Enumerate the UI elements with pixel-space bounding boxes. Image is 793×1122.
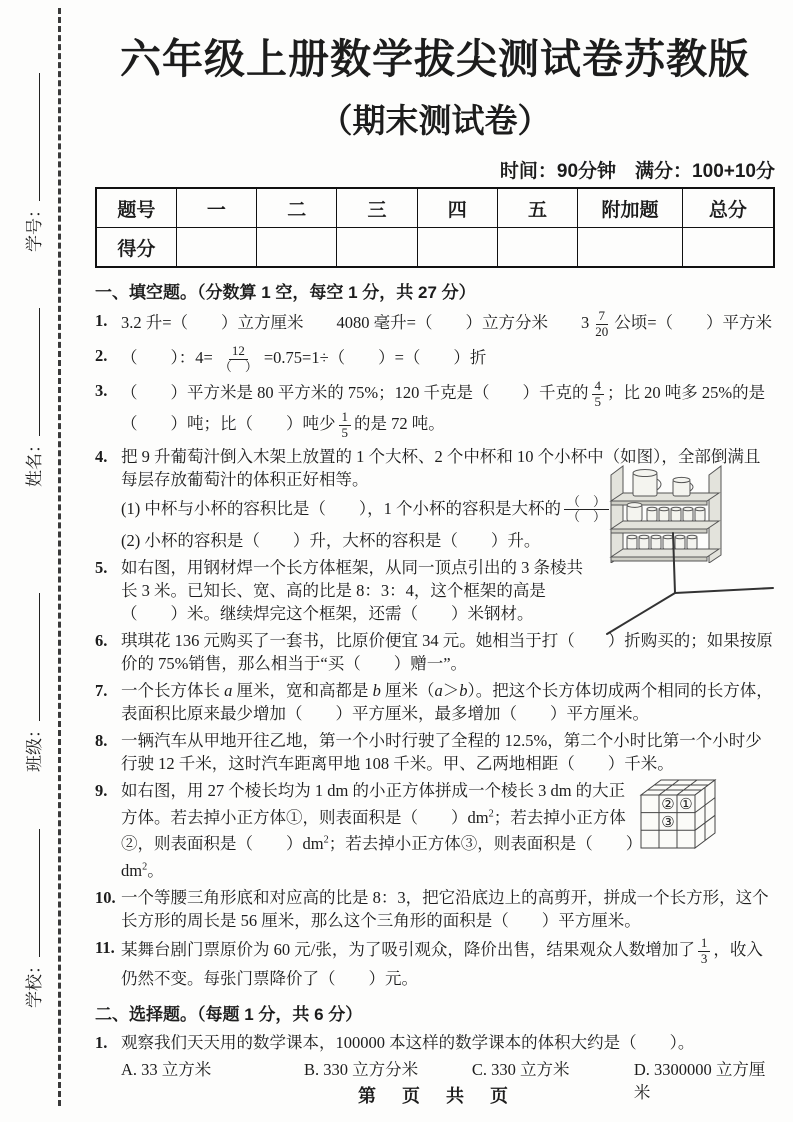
question-number: 4. — [95, 446, 108, 466]
question-number: 10. — [95, 887, 116, 907]
fill-question-5 — [95, 556, 775, 625]
cube-label-1: ① — [679, 797, 693, 814]
score-cell — [578, 228, 683, 268]
col-five: 五 — [497, 188, 577, 228]
score-row-label: 得分 — [96, 228, 176, 268]
question-text: 观察我们天天用的数学课本，100000 本这样的数学课本的体积大约是（ ）。 — [121, 1032, 695, 1052]
student-name-blank — [25, 308, 40, 436]
school-field — [20, 829, 45, 1008]
class-field — [20, 593, 45, 772]
question-text: 琪琪花 136 元购买了一套书，比原价便宜 34 元。她相当于打（ ）折购买的；如果按原价的 75%销售，那么相当于“买（ ）赠一”。 — [121, 631, 773, 674]
question-number: 1. — [95, 311, 108, 330]
fill-question-2 — [95, 344, 775, 375]
paper-title: 六年级上册数学拔尖测试卷苏教版 — [120, 36, 750, 82]
question-text: （ ）平方米是 80 平方米的 75%；120 千克是（ ）千克的 $\frac{4}{5}$ ；比 20 吨多 25%的是（ ）吨；比（ ）吨少 $\frac{1}{5}$ 的是 72 吨。 — [121, 377, 766, 440]
score-cell — [257, 228, 337, 268]
binding-dashed-line — [58, 8, 61, 1106]
col-one: 一 — [176, 188, 256, 228]
col-three: 三 — [337, 188, 417, 228]
question-number: 5. — [95, 558, 108, 578]
score-table — [95, 187, 775, 268]
question-text: 如右图，用钢材焊一个长方体框架，从同一顶点引出的 3 条棱共长 3 米。已知长、宽、高的比是 8：3：4，这个框架的高是（ ）米。继续焊完这个框架，还需（ ）米钢材。 — [121, 558, 583, 624]
question-number: 7. — [95, 681, 108, 701]
score-cell — [497, 228, 577, 268]
question-number: 1. — [95, 1032, 108, 1052]
choice-question-1 — [95, 1031, 775, 1054]
score-table-score-row — [96, 228, 774, 268]
option-a: A. 33 立方米 — [121, 1059, 212, 1079]
cuboid-frame-figure — [599, 530, 779, 638]
col-bonus: 附加题 — [578, 188, 683, 228]
student-id-field — [20, 73, 45, 252]
question-number: 9. — [95, 781, 108, 801]
score-cell — [176, 228, 256, 268]
question-number: 2. — [95, 345, 108, 365]
question-text: （ ）：4= $\frac{12}{( )}$ =0.75=1÷（ ）=（ ）折 — [121, 342, 487, 374]
col-total: 总分 — [682, 188, 774, 228]
cube-figure — [639, 777, 719, 851]
paper-subtitle: （期末测试卷） — [319, 102, 551, 139]
class-blank — [25, 593, 40, 721]
time-score-info: 时间：90分钟 满分：100+10分 — [499, 161, 775, 182]
cube-label-3: ③ — [661, 815, 675, 832]
fill-question-6 — [95, 629, 775, 675]
question-text: 3.2 升=（ ）立方厘米 4080 毫升=（ ）立方分米 3 $\frac{7}{20}$ 公顷=（ ）平方米 — [121, 308, 773, 339]
section-choice-title: 二、选择题。（每题 1 分，共 6 分） — [95, 1004, 363, 1024]
question-4-sub-1: (1) 中杯与小杯的容积比是（ ），1 个小杯的容积是大杯的 $\frac{( )}{( )}$ — [121, 495, 775, 526]
student-name-field — [20, 308, 45, 487]
score-table-header-row — [96, 188, 774, 228]
question-text: 如右图，用 27 个棱长均为 1 dm 的小正方体拼成一个棱长 3 dm 的大正方体。若去掉小正方体①，则表面积是（ ）$dm^2$；若去掉小正方体②，则表面积是（ ）$dm^2$；若去掉小正方体③，则表面积是（ ）$dm^2$。 — [121, 781, 634, 880]
question-text: 某舞台剧门票原价为 60 元/张，为了吸引观众，降价出售，结果观众人数增加了 $\frac{1}{3}$ ，收入仍然不变。每张门票降价了（ ）元。 — [121, 934, 763, 988]
col-two: 二 — [257, 188, 337, 228]
score-cell — [417, 228, 497, 268]
cube-label-2: ② — [661, 797, 675, 814]
page-number-footer: 第 页 共 页 — [358, 1086, 512, 1106]
col-four: 四 — [417, 188, 497, 228]
section-fill-title: 一、填空题。（分数算 1 空，每空 1 分，共 27 分） — [95, 283, 476, 302]
col-question-number: 题号 — [96, 188, 176, 228]
fill-question-3 — [95, 379, 775, 441]
question-number: 11. — [95, 937, 115, 957]
score-cell — [682, 228, 774, 268]
score-cell — [337, 228, 417, 268]
student-name-label: 姓名： — [25, 436, 44, 487]
question-number: 6. — [95, 631, 108, 651]
option-c: C. 330 立方米 — [471, 1059, 570, 1079]
option-d: D. 3300000 立方厘米 — [633, 1059, 766, 1102]
student-id-label: 学号： — [25, 201, 44, 252]
question-text: 把 9 升葡萄汁倒入木架上放置的 1 个大杯、2 个中杯和 10 个小杯中（如图），全部倒满且每层存放葡萄汁的体积正好相等。 — [121, 446, 761, 489]
fill-question-11 — [95, 936, 775, 990]
question-text: 一辆汽车从甲地开往乙地，第一个小时行驶了全程的 12.5%，第二个小时比第一个小时少行驶 12 千米，这时汽车距离甲地 108 千米。甲、乙两地相距（ ）千米。 — [121, 731, 762, 774]
question-number: 8. — [95, 731, 108, 751]
fill-question-9 — [95, 779, 775, 882]
school-label: 学校： — [25, 957, 44, 1008]
question-4-sub-2: (2) 小杯的容积是（ ）升，大杯的容积是（ ）升。 — [121, 531, 541, 551]
question-text: 一个等腰三角形底和对应高的比是 8：3，把它沿底边上的高剪开，拼成一个长方形，这个长方形的周长是 56 厘米，那么这个三角形的面积是（ ）平方厘米。 — [121, 887, 769, 930]
student-id-blank — [25, 73, 40, 201]
fill-question-8 — [95, 729, 775, 775]
school-blank — [25, 829, 40, 957]
fill-question-10 — [95, 886, 775, 932]
fill-question-7 — [95, 679, 775, 725]
paper-main-column — [95, 0, 775, 1122]
question-text: 一个长方体长 a 厘米，宽和高都是 b 厘米（a＞b）。把这个长方体切成两个相同的长方体，表面积比原来最少增加（ ）平方厘米，最多增加（ ）平方厘米。 — [121, 681, 773, 724]
fill-question-1 — [95, 309, 775, 340]
class-label: 班级： — [25, 721, 44, 772]
option-b: B. 330 立方分米 — [304, 1059, 419, 1079]
question-number: 3. — [95, 380, 108, 400]
